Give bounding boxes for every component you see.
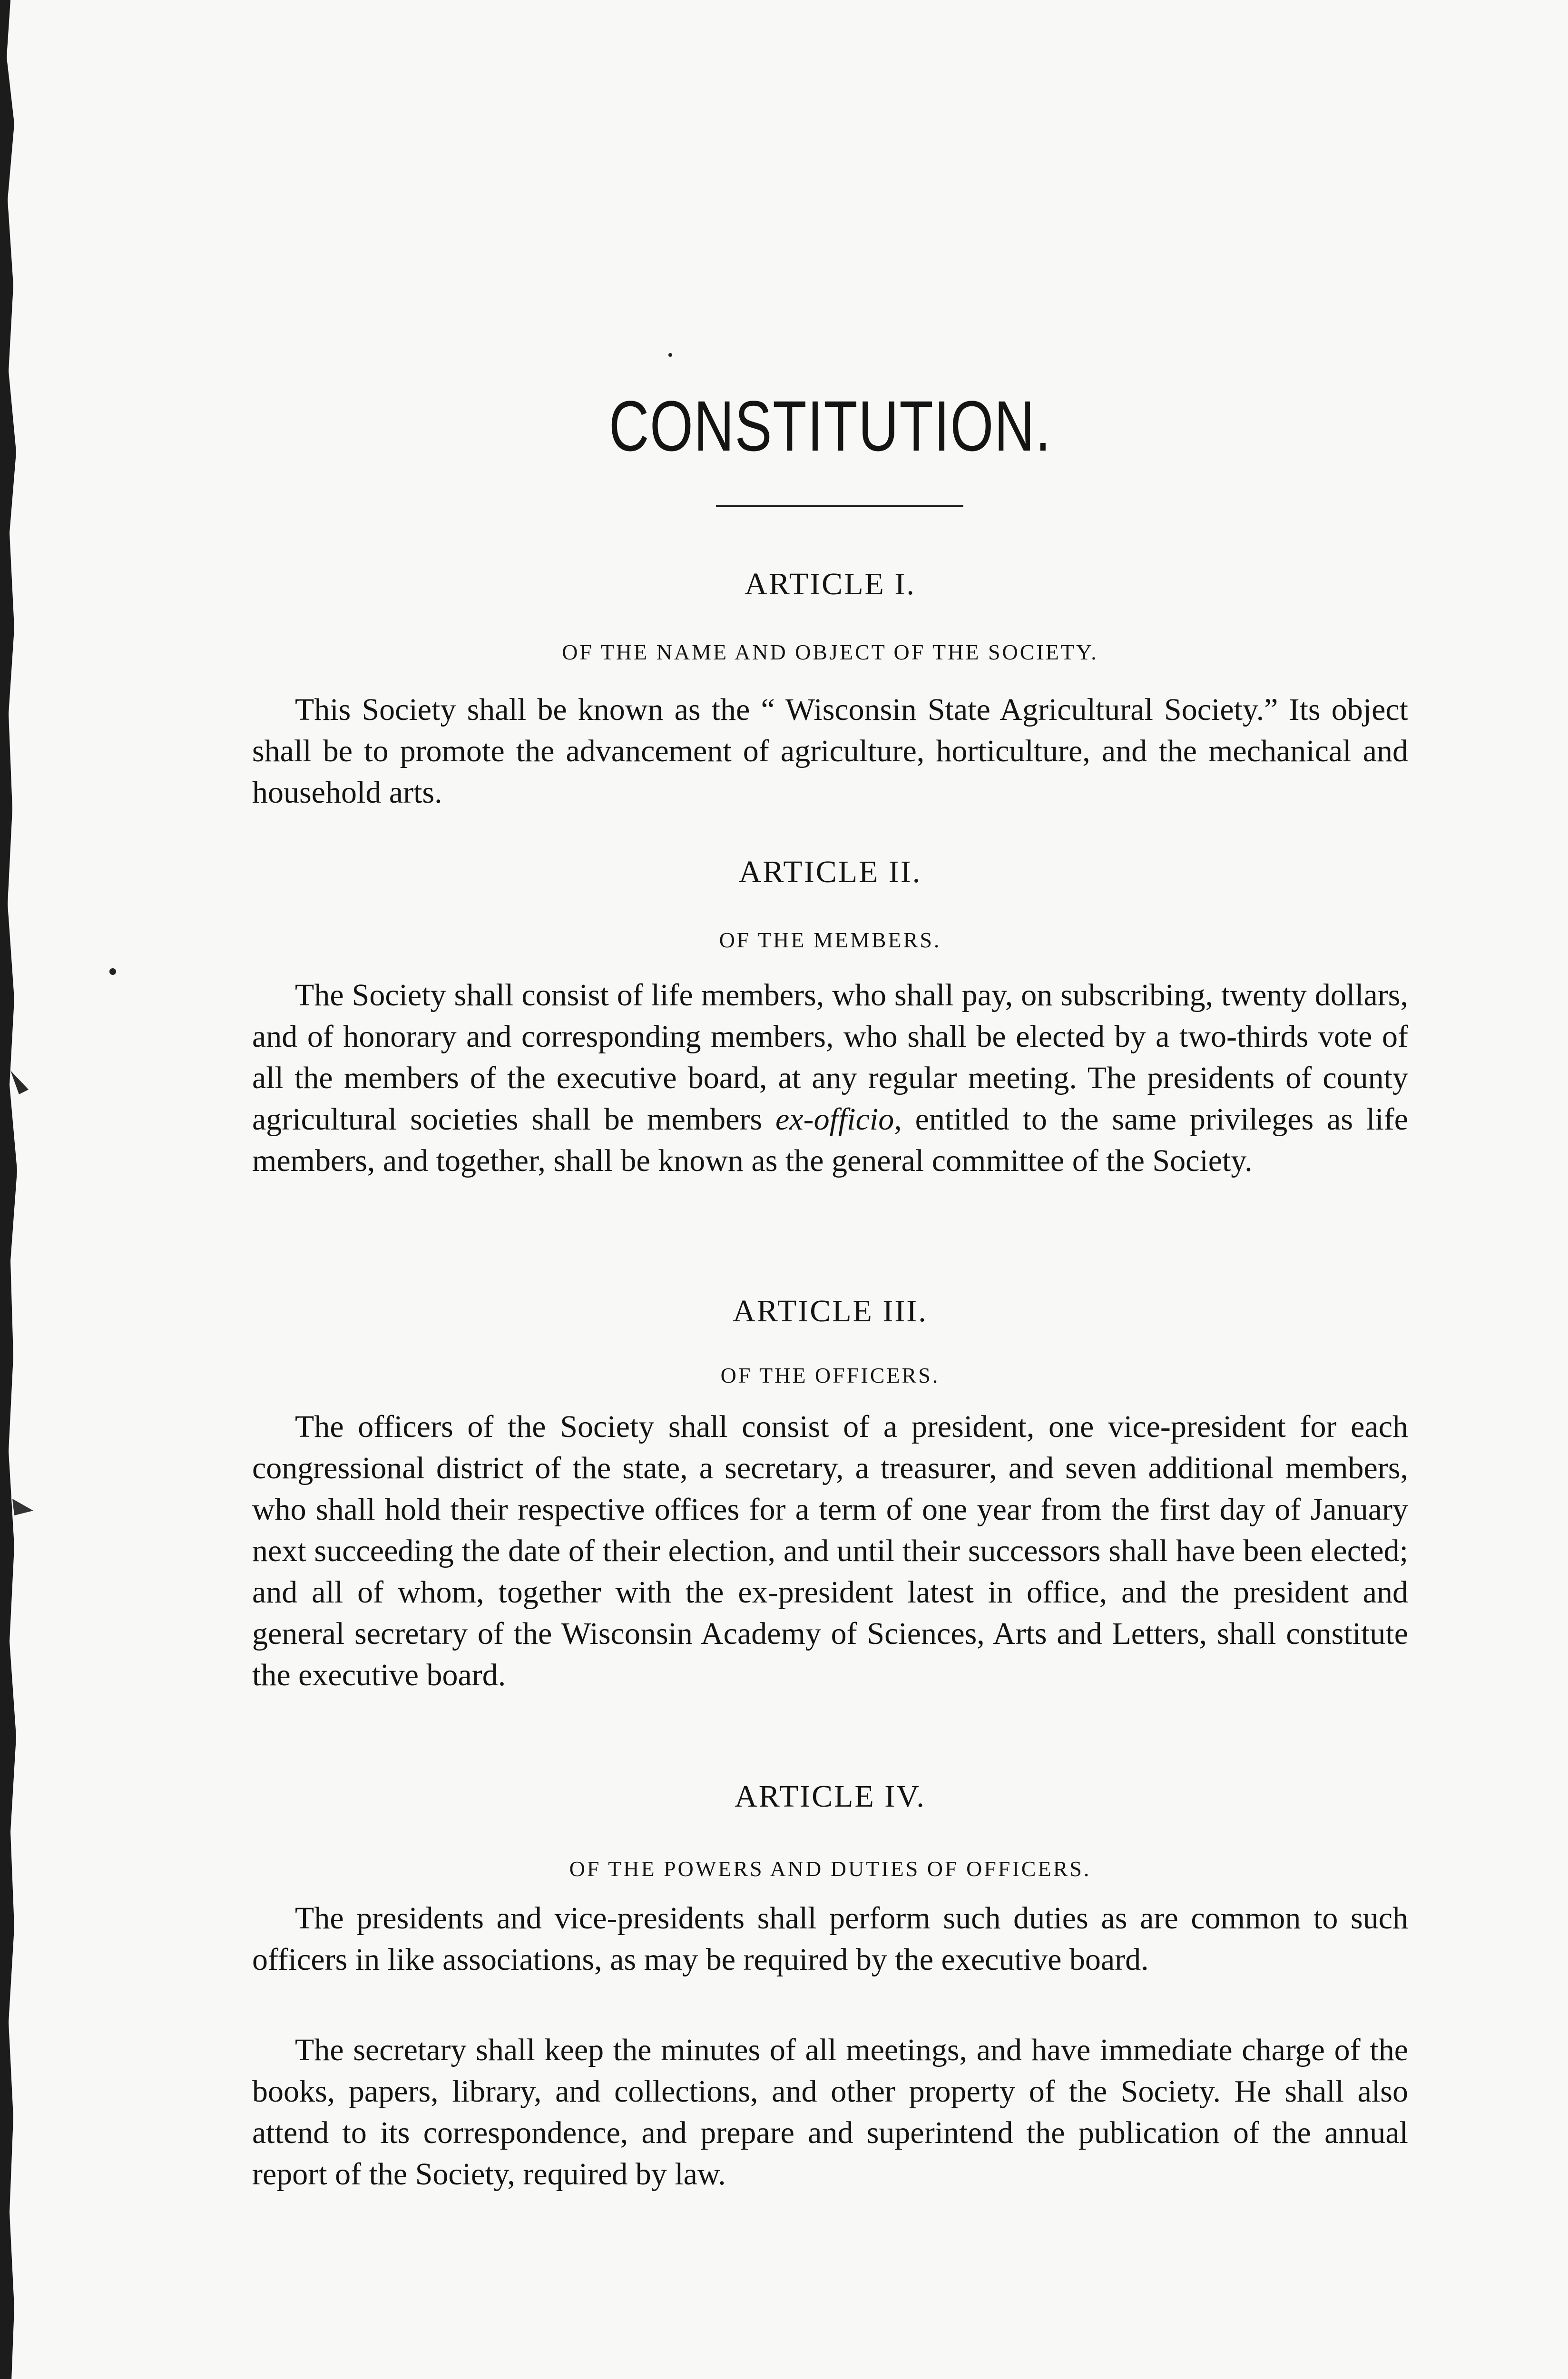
article-1-paragraph-1: This Society shall be known as the “ Wisconsin State Agricultural Society.” Its object shall be to promote the advancement of agriculture, horticulture, and the mechanical and household arts. xyxy=(252,692,1408,810)
article-2-subheading: OF THE MEMBERS. xyxy=(719,928,941,952)
article-3-heading: ARTICLE III. xyxy=(733,1294,928,1328)
article-4-paragraph-2: The secretary shall keep the minutes of all meetings, and have immediate charge of the books, papers, library, and collections, and other property of the Society. He shall also attend to its correspondence, and prepare and superintend the publication of the annual report of the Society, required by law. xyxy=(252,2033,1408,2192)
ink-speck xyxy=(668,353,672,357)
title-divider xyxy=(716,505,963,507)
article-3-paragraph-1: The officers of the Society shall consist of a president, one vice-president for each congressional district of the state, a secretary, a treasurer, and seven additional members, who shall hold their respective offices for a term of one year from the first day of January next succeeding the date of their election, and until their successors shall have been elected; and all of whom, together with the ex-president latest in office, and the president and general secretary of the Wisconsin Academy of Sciences, Arts and Letters, shall constitute the executive board. xyxy=(252,1409,1408,1692)
article-2-paragraph-1-text: The Society shall consist of life members, who shall pay, on subscribing, twenty dollars, and of honorary and corresponding members, who shall be elected by a two-thirds vote of all the members of the executive board, at any regular meeting. The presidents of county agricultural societies shall be members ex-officio, entitled to the same privileges as life members, and together, shall be known as the general committee of the Society. xyxy=(252,978,1408,1178)
ink-speck xyxy=(109,968,116,975)
document-title: CONSTITUTION. xyxy=(608,386,1052,466)
article-2-paragraph-1 xyxy=(252,974,1408,1181)
article-4-subheading: OF THE POWERS AND DUTIES OF OFFICERS. xyxy=(569,1857,1091,1881)
article-4-paragraph-1: The presidents and vice-presidents shall perform such duties as are common to such officers in like associations, as may be required by the executive board. xyxy=(252,1901,1408,1977)
article-4-heading: ARTICLE IV. xyxy=(735,1779,926,1814)
page-edge-shadow xyxy=(0,0,33,2379)
article-1-heading: ARTICLE I. xyxy=(745,567,916,601)
latin-term: ex-officio xyxy=(775,1102,894,1137)
article-1-subheading: OF THE NAME AND OBJECT OF THE SOCIETY. xyxy=(562,640,1098,664)
article-2-heading: ARTICLE II. xyxy=(738,855,922,889)
article-3-subheading: OF THE OFFICERS. xyxy=(720,1363,940,1387)
